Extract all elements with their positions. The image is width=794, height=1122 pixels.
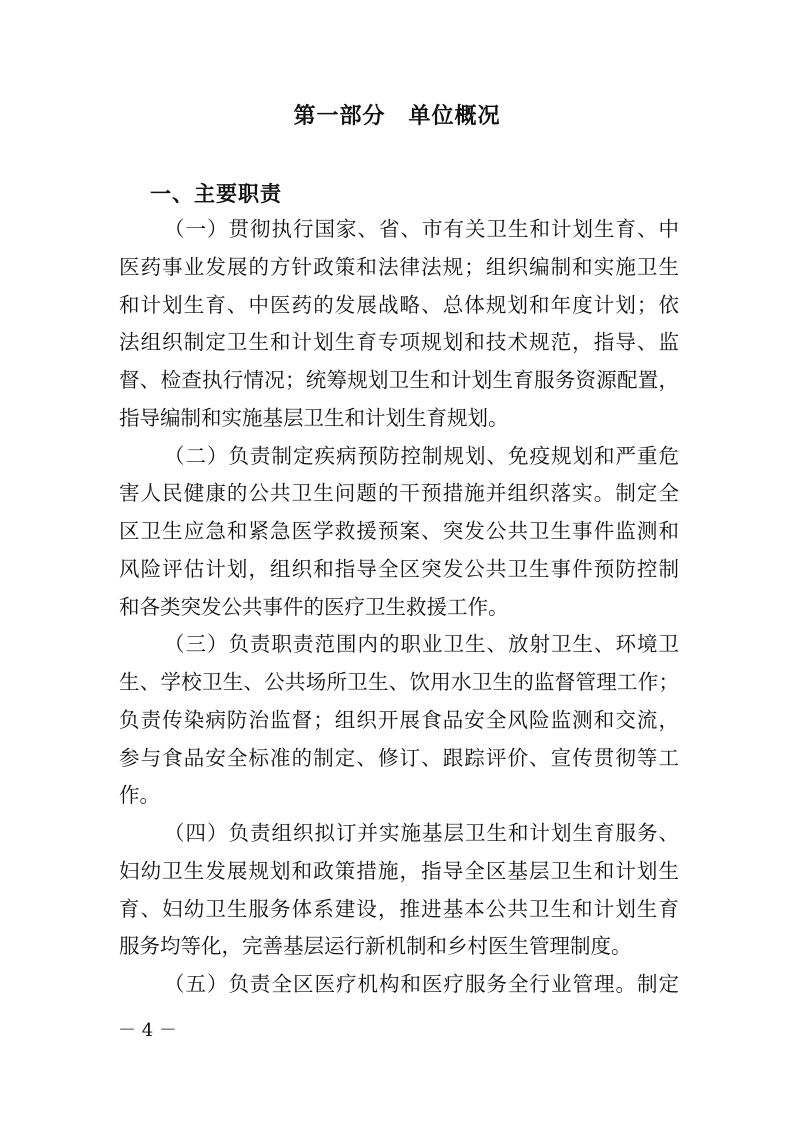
paragraph-line: 区卫生应急和紧急医学救援预案、突发公共卫生事件监测和 [119, 519, 679, 543]
paragraph-line: 法组织制定卫生和计划生育专项规划和技术规范，指导、监 [119, 330, 679, 355]
section-heading: 一、主要职责 [150, 182, 282, 206]
paragraph-line: 害人民健康的公共卫生问题的干预措施并组织落实。制定全 [119, 481, 679, 506]
paragraph-line: 生、学校卫生、公共场所卫生、饮用水卫生的监督管理工作； [119, 670, 679, 694]
paragraph-line: 负责传染病防治监督；组织开展食品安全风险监测和交流， [119, 707, 679, 732]
paragraph-line: （五）负责全区医疗机构和医疗服务全行业管理。制定 [164, 972, 679, 996]
paragraph [119, 626, 679, 815]
paragraph [119, 966, 679, 1004]
paragraph [119, 815, 679, 966]
page-title: 第一部分 单位概况 [293, 104, 501, 129]
paragraph-line: 指导编制和实施基层卫生和计划生育规划。 [119, 405, 509, 430]
paragraph-line: 育、妇幼卫生服务体系建设，推进基本公共卫生和计划生育 [119, 896, 679, 921]
paragraph-line: （四）负责组织拟订并实施基层卫生和计划生育服务、 [164, 821, 679, 845]
paragraph-line: 风险评估计划，组织和指导全区突发公共卫生事件预防控制 [119, 556, 679, 581]
paragraph-line: 医药事业发展的方针政策和法律法规；组织编制和实施卫生 [119, 254, 679, 279]
paragraph-line: 和计划生育、中医药的发展战略、总体规划和年度计划；依 [119, 292, 679, 317]
paragraph-line: 督、检查执行情况；统筹规划卫生和计划生育服务资源配置， [119, 368, 679, 392]
page-number: － 4 － [118, 1020, 177, 1041]
paragraph [119, 211, 679, 438]
paragraph-line: （一）贯彻执行国家、省、市有关卫生和计划生育、中 [164, 217, 679, 241]
paragraph-line: 妇幼卫生发展规划和政策措施，指导全区基层卫生和计划生 [119, 858, 679, 883]
paragraph-line: （二）负责制定疾病预防控制规划、免疫规划和严重危 [164, 443, 679, 468]
paragraph-line: 作。 [119, 783, 160, 808]
paragraph-line: （三）负责职责范围内的职业卫生、放射卫生、环境卫 [164, 632, 679, 657]
paragraph-line: 和各类突发公共事件的医疗卫生救援工作。 [119, 594, 509, 619]
paragraph-line: 参与食品安全标准的制定、修订、跟踪评价、宣传贯彻等工 [119, 745, 679, 770]
body-text [119, 211, 679, 1004]
paragraph-line: 服务均等化，完善基层运行新机制和乡村医生管理制度。 [119, 934, 632, 959]
paragraph [119, 438, 679, 627]
